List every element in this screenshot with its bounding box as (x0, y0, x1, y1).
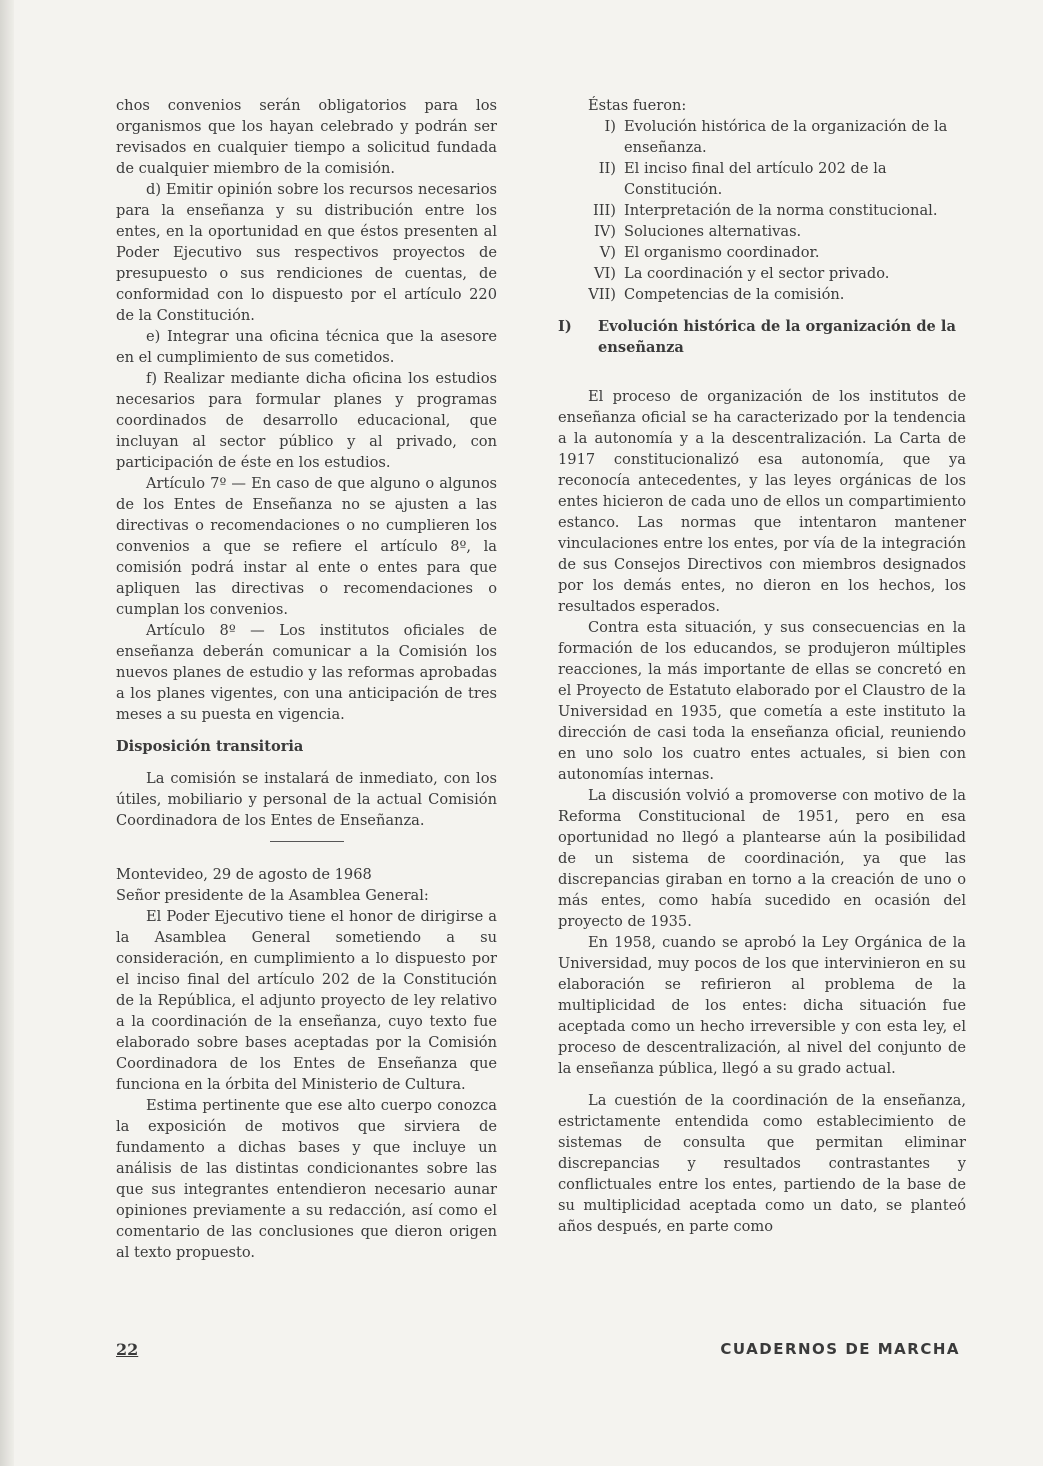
article-8: Artículo 8º — Los institutos oficiales de enseñanza deberán comunicar a la Comisión los nuevos planes de estudio y las reformas aprobadas a los planes vigentes, con una anticipación de tres meses a su puesta en vigencia. (116, 622, 497, 723)
list-item-number: I) (604, 118, 616, 135)
list-item-number: VI) (594, 265, 616, 282)
list-item (558, 242, 966, 263)
list-item (558, 158, 966, 200)
list-item-text: El inciso final del artículo 202 de la Constitución. (624, 160, 887, 198)
list-item (558, 116, 966, 158)
list-item-text: La coordinación y el sector privado. (624, 265, 890, 282)
topics-list (558, 116, 966, 305)
paragraph-item-f: f) Realizar mediante dicha oficina los estudios necesarios para formular planes y programas coordinados de desarrollo educacional, que incluyan al sector público y al privado, con participación de éste en los estudios. (116, 370, 497, 471)
heading-transitional-provision: Disposición transitoria (116, 738, 304, 755)
section-title: Evolución histórica de la organización de la enseñanza (598, 318, 956, 356)
paragraph-item-d: d) Emitir opinión sobre los recursos necesarios para la enseñanza y su distribución entre los entes, en la oportunidad en que éstos presenten al Poder Ejecutivo sus respectivos proyectos de presupuesto o sus rendiciones de cuentas, de conformidad con lo dispuesto por el artículo 220 de la Constitución. (116, 181, 497, 324)
list-item (558, 284, 966, 305)
list-item (558, 200, 966, 221)
list-intro: Éstas fueron: (588, 97, 687, 114)
list-item-text: Soluciones alternativas. (624, 223, 802, 240)
right-column (558, 95, 966, 1237)
paragraph: chos convenios serán obligatorios para los organismos que los hayan celebrado y podrán ser revisados en cualquier tiempo a solicitud fundada de cualquier miembro de la comisión. (116, 97, 497, 177)
dateline: Montevideo, 29 de agosto de 1968 (116, 866, 372, 883)
list-item-number: II) (598, 160, 616, 177)
list-item (558, 263, 966, 284)
paragraph: En 1958, cuando se aprobó la Ley Orgánica de la Universidad, muy pocos de los que intervinieron en su elaboración se refirieron al problema de la multiplicidad de los entes: dicha situación fue aceptada como un hecho irreversible y con esta ley, el proceso de descentralización, al nivel del conjunto de la enseñanza pública, llegó a su grado actual. (558, 934, 966, 1077)
paragraph: La cuestión de la coordinación de la enseñanza, estrictamente entendida como establecimiento de sistemas de consulta que permitan eliminar discrepancias y resultados contrastantes y conflictuales entre los entes, partiendo de la base de su multiplicidad aceptada como un dato, se planteó años después, en parte como (558, 1092, 966, 1235)
paragraph: Estima pertinente que ese alto cuerpo conozca la exposición de motivos que sirviera de fundamento a dichas bases y que incluye un análisis de las distintas condicionantes sobre las que sus integrantes entendieron necesario aunar opiniones previamente a su redacción, así como el comentario de las conclusiones que dieron origen al texto propuesto. (116, 1097, 497, 1261)
list-item-text: Evolución histórica de la organización de la enseñanza. (624, 118, 948, 156)
section-number: I) (558, 318, 572, 335)
paragraph-transitional: La comisión se instalará de inmediato, con los útiles, mobiliario y personal de la actual Comisión Coordinadora de los Entes de Enseñanza. (116, 770, 497, 829)
paragraph: La discusión volvió a promoverse con motivo de la Reforma Constitucional de 1951, pero en esa oportunidad no llegó a plantearse aún la posibilidad de un sistema de coordinación, ya que las discrepancias giraban en torno a la creación de uno o más entes, como había sucedido en ocasión del proyecto de 1935. (558, 787, 966, 930)
salutation: Señor presidente de la Asamblea General: (116, 887, 429, 904)
list-item-number: IV) (594, 223, 616, 240)
list-item-number: III) (593, 202, 616, 219)
page-binding-edge (0, 0, 14, 1466)
list-item-text: Interpretación de la norma constitucional. (624, 202, 938, 219)
list-item-number: V) (599, 244, 616, 261)
article-7: Artículo 7º — En caso de que alguno o algunos de los Entes de Enseñanza no se ajusten a las directivas o recomendaciones o no cumplieren los convenios a que se refiere el artículo 8º, la comisión podrá instar al ente o entes para que apliquen las directivas o recomendaciones o cumplan los convenios. (116, 475, 497, 618)
paragraph: Contra esta situación, y sus consecuencias en la formación de los educandos, se produjeron múltiples reacciones, la más importante de ellas se concretó en el Proyecto de Estatuto elaborado por el Claustro de la Universidad en 1935, que cometía a este instituto la dirección de casi toda la enseñanza oficial, reuniendo en uno solo los cuatro entes actuales, si bien con autonomías internas. (558, 619, 966, 783)
section-divider (270, 841, 344, 842)
section-heading (558, 316, 966, 358)
list-item-number: VII) (588, 286, 616, 303)
publication-name: CUADERNOS DE MARCHA (720, 1340, 960, 1358)
list-item-text: El organismo coordinador. (624, 244, 820, 261)
paragraph: El Poder Ejecutivo tiene el honor de dirigirse a la Asamblea General sometiendo a su consideración, en cumplimiento a lo dispuesto por el inciso final del artículo 202 de la Constitución de la República, el adjunto proyecto de ley relativo a la coordinación de la enseñanza, cuyo texto fue elaborado sobre bases aceptadas por la Comisión Coordinadora de los Entes de Enseñanza que funciona en la órbita del Ministerio de Cultura. (116, 908, 497, 1093)
left-column (116, 95, 497, 1263)
paragraph: El proceso de organización de los institutos de enseñanza oficial se ha caracterizado por la tendencia a la autonomía y a la descentralización. La Carta de 1917 constitucionalizó esa autonomía, que ya reconocía antecedentes, y las leyes orgánicas de los entes hicieron de cada uno de ellos un compartimiento estanco. Las normas que intentaron mantener vinculaciones entre los entes, por vía de la integración de sus Consejos Directivos con miembros designados por los demás entes, no dieron en los hechos, los resultados esperados. (558, 388, 966, 615)
paragraph-item-e: e) Integrar una oficina técnica que la asesore en el cumplimiento de sus cometidos. (116, 328, 497, 366)
list-item (558, 221, 966, 242)
list-item-text: Competencias de la comisión. (624, 286, 845, 303)
page-number: 22 (116, 1340, 139, 1359)
